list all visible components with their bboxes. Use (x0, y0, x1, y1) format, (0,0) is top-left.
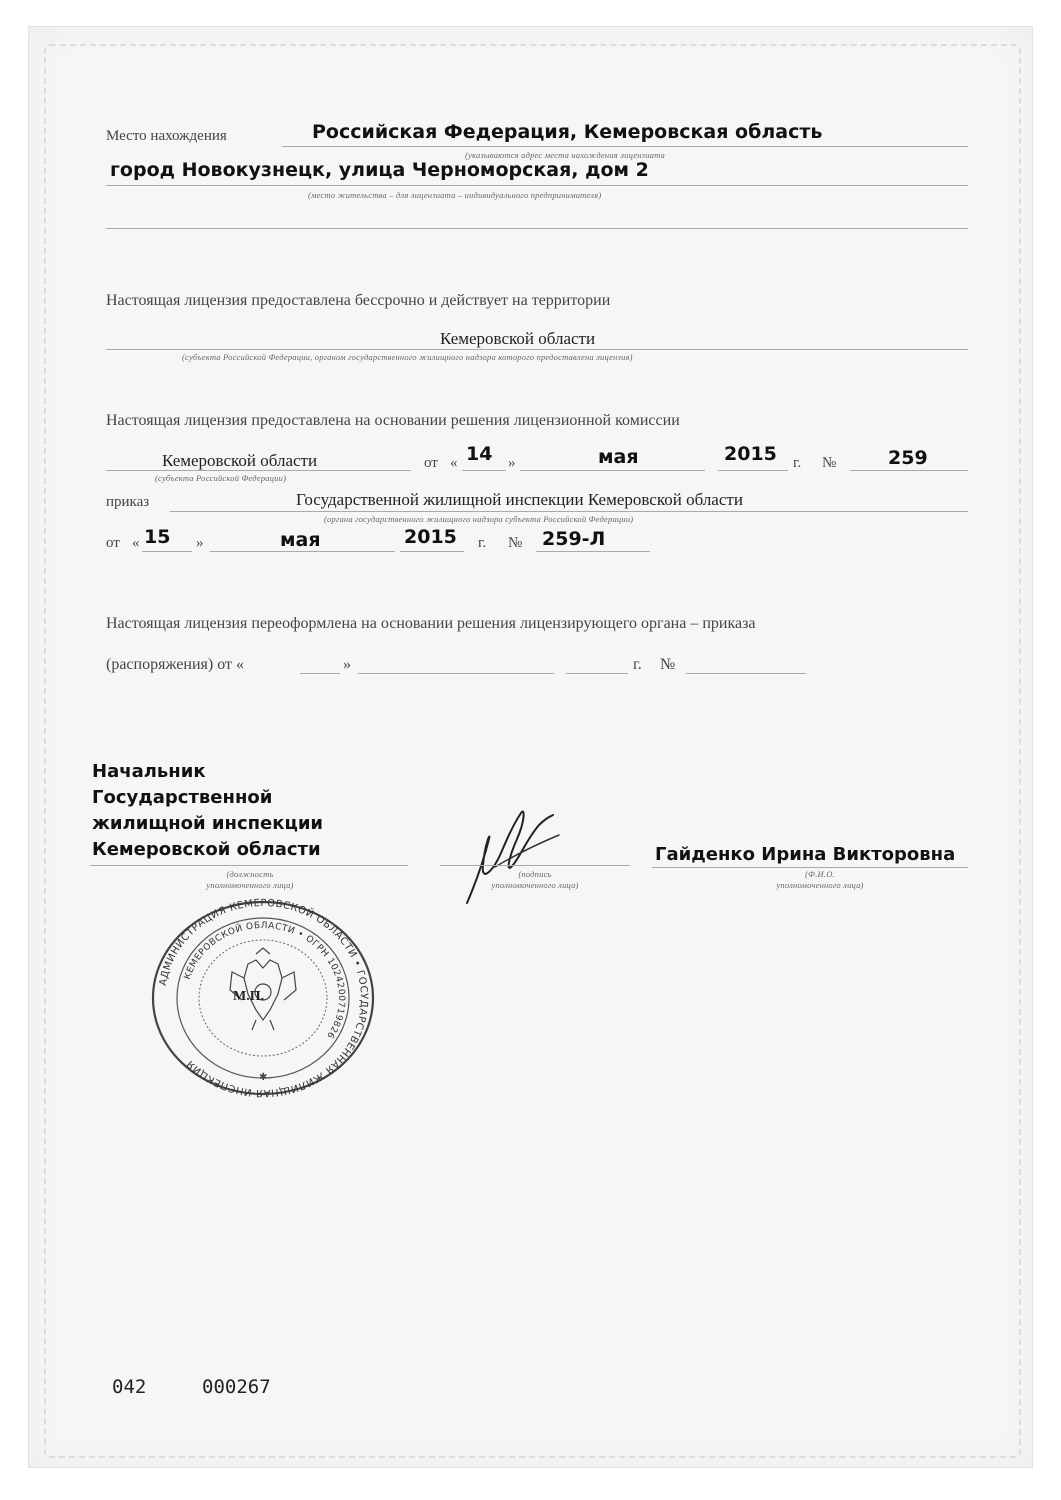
signer-name: Гайденко Ирина Викторовна (655, 844, 956, 865)
underline (718, 470, 788, 471)
basis-year: 2015 (724, 443, 777, 465)
order-from-label: от (106, 535, 120, 551)
territory-statement: Настоящая лицензия предоставлена бессрочно и действует на территории (106, 292, 611, 309)
location-line2: город Новокузнецк, улица Черноморская, дом 2 (110, 159, 649, 181)
reissue-number-label: № (660, 656, 676, 673)
basis-commission: Кемеровской области (162, 451, 318, 470)
quote-open: « (450, 455, 458, 471)
order-label: приказ (106, 494, 150, 510)
territory-value: Кемеровской области (440, 329, 596, 348)
underline (106, 349, 968, 350)
position-line: Кемеровской области (92, 839, 321, 860)
order-day: 15 (144, 526, 171, 548)
quote-open: « (132, 535, 140, 551)
underline (90, 865, 408, 866)
basis-year-suffix: г. (793, 455, 802, 471)
underline (686, 673, 806, 674)
reissue-quote-close: » (343, 656, 351, 673)
underline (282, 146, 968, 147)
position-hint: (должность уполномоченного лица) (206, 869, 294, 890)
location-label: Место нахождения (106, 128, 227, 144)
signature-hint: (подпись уполномоченного лица) (491, 869, 579, 890)
name-hint: (Ф.И.О. уполномоченного лица) (776, 869, 864, 890)
basis-commission-hint: (субъекта Российской Федерации) (155, 473, 287, 483)
underline (400, 551, 464, 552)
basis-from-label: от (424, 455, 438, 471)
serial-number: 000267 (202, 1376, 271, 1398)
seal-star-icon: ✱ (259, 1072, 268, 1083)
location-hint1: (указываются адрес места нахождения лицензиата (465, 150, 665, 160)
location-hint2: (место жительства – для лицензиата – индивидуального предпринимателя) (308, 190, 602, 200)
underline (566, 673, 628, 674)
signer-position (92, 759, 323, 863)
position-line: Начальник (92, 761, 206, 782)
serial-series: 042 (112, 1376, 147, 1398)
order-year-suffix: г. (478, 535, 487, 551)
underline (106, 470, 411, 471)
quote-close: » (508, 455, 516, 471)
underline (142, 551, 192, 552)
underline (106, 185, 968, 186)
basis-statement: Настоящая лицензия предоставлена на основании решения лицензионной комиссии (106, 412, 680, 429)
stamp-label: М.П. (233, 989, 265, 1004)
order-org: Государственной жилищной инспекции Кемеровской области (296, 490, 743, 509)
reissue-from: (распоряжения) от « (106, 656, 244, 673)
quote-close: » (196, 535, 204, 551)
location-line1: Российская Федерация, Кемеровская область (312, 121, 823, 143)
basis-number: 259 (888, 447, 928, 469)
underline (358, 673, 554, 674)
reissue-year-suffix: г. (633, 656, 642, 673)
seal-inner-text: КЕМЕРОВСКОЙ ОБЛАСТИ • ОГРН 1024200719826 (182, 920, 347, 1041)
underline (440, 865, 630, 866)
underline (652, 867, 968, 868)
order-year: 2015 (404, 526, 457, 548)
decorative-border (44, 44, 1021, 1458)
basis-day: 14 (466, 443, 493, 465)
handwritten-signature (455, 795, 575, 915)
basis-number-label: № (822, 455, 837, 471)
territory-hint: (субъекта Российской Федерации, органом государственного жилищного надзора которого предоставлена лицензия) (182, 352, 633, 362)
order-month: мая (280, 529, 321, 551)
underline (850, 470, 968, 471)
basis-month: мая (598, 446, 639, 468)
position-line: Государственной (92, 787, 273, 808)
underline (300, 673, 340, 674)
position-line: жилищной инспекции (92, 813, 324, 834)
order-hint: (органа государственного жилищного надзора субъекта Российской Федерации) (324, 514, 634, 524)
official-seal (148, 898, 378, 1098)
underline (520, 470, 705, 471)
underline (106, 228, 968, 229)
order-number: 259-Л (542, 528, 606, 550)
underline (170, 511, 968, 512)
seal-outer-text: АДМИНИСТРАЦИЯ КЕМЕРОВСКОЙ ОБЛАСТИ • ГОСУДАРСТВЕННАЯ ЖИЛИЩНАЯ ИНСПЕКЦИЯ (157, 898, 370, 1098)
reissue-statement: Настоящая лицензия переоформлена на основании решения лицензирующего органа – приказа (106, 615, 756, 632)
order-number-label: № (508, 535, 523, 551)
underline (462, 470, 506, 471)
underline (210, 551, 395, 552)
underline (536, 551, 650, 552)
